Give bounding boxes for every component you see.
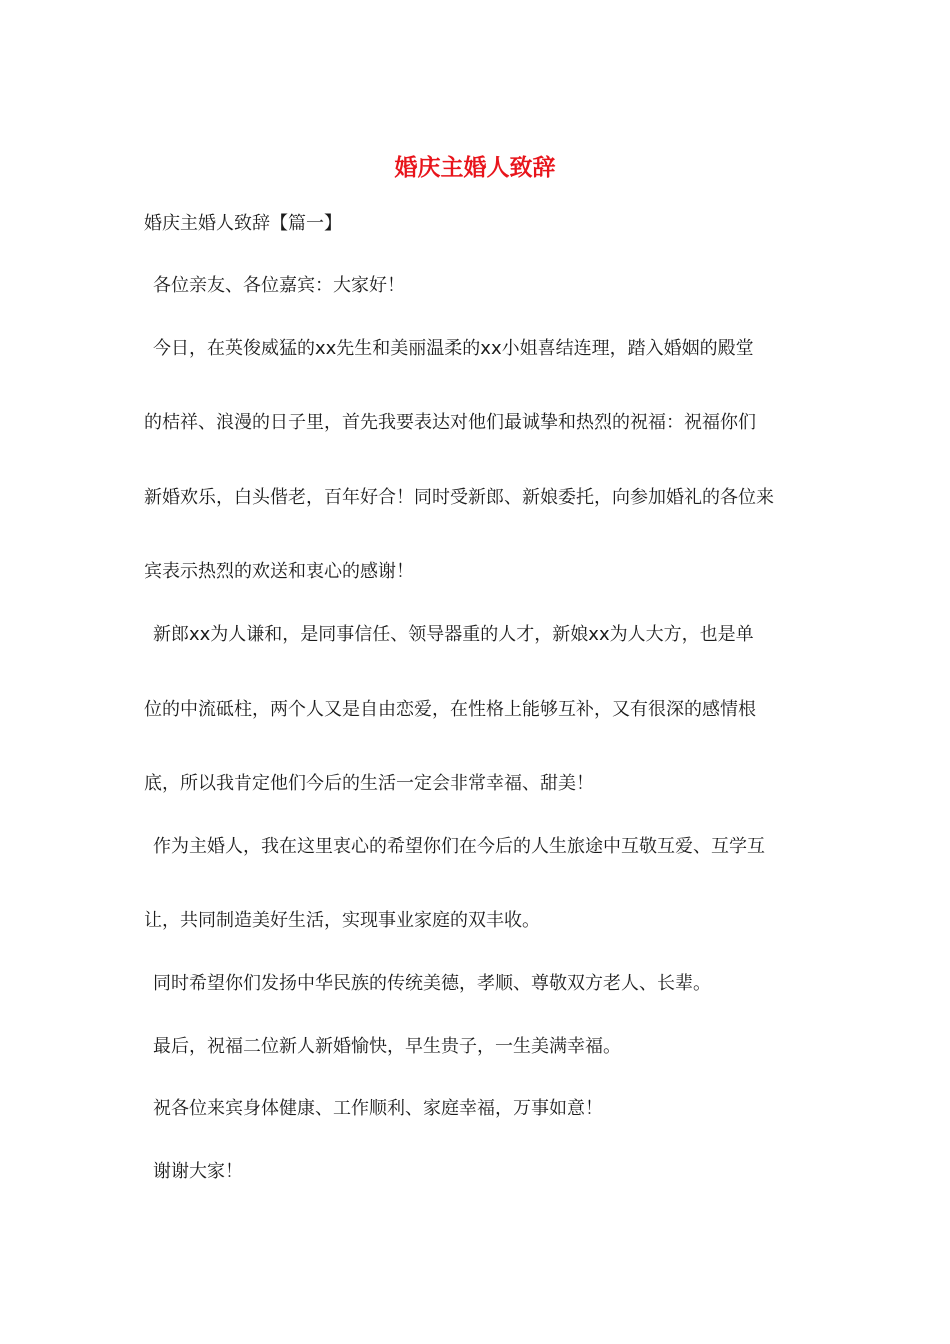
paragraph-line-closing: 谢谢大家！ [153,1161,243,1182]
paragraph-line-greeting: 各位亲友、各位嘉宾：大家好！ [153,275,405,296]
paragraph-line: 作为主婚人，我在这里衷心的希望你们在今后的人生旅途中互敬互爱、互学互 [153,836,765,857]
paragraph-line: 今日，在英俊威猛的xx先生和美丽温柔的xx小姐喜结连理，踏入婚姻的殿堂 [153,338,754,359]
document-title: 婚庆主婚人致辞 [394,154,556,181]
paragraph-line: 底，所以我肯定他们今后的生活一定会非常幸福、甜美！ [144,773,594,794]
paragraph-line: 的桔祥、浪漫的日子里，首先我要表达对他们最诚挚和热烈的祝福：祝福你们 [144,412,756,433]
paragraph-line: 新郎xx为人谦和，是同事信任、领导器重的人才，新娘xx为人大方，也是单 [153,624,754,645]
paragraph-line: 位的中流砥柱，两个人又是自由恋爱，在性格上能够互补，又有很深的感情根 [144,699,756,720]
paragraph-line: 同时希望你们发扬中华民族的传统美德，孝顺、尊敬双方老人、长辈。 [153,973,711,994]
paragraph-line: 宾表示热烈的欢送和衷心的感谢！ [144,561,414,582]
paragraph-line: 祝各位来宾身体健康、工作顺利、家庭幸福，万事如意！ [153,1098,603,1119]
paragraph-line: 新婚欢乐，白头偕老，百年好合！同时受新郎、新娘委托，向参加婚礼的各位来 [144,487,774,508]
paragraph-line: 让，共同制造美好生活，实现事业家庭的双丰收。 [144,910,540,931]
section-heading: 婚庆主婚人致辞【篇一】 [144,213,342,234]
paragraph-line: 最后，祝福二位新人新婚愉快，早生贵子，一生美满幸福。 [153,1036,621,1057]
